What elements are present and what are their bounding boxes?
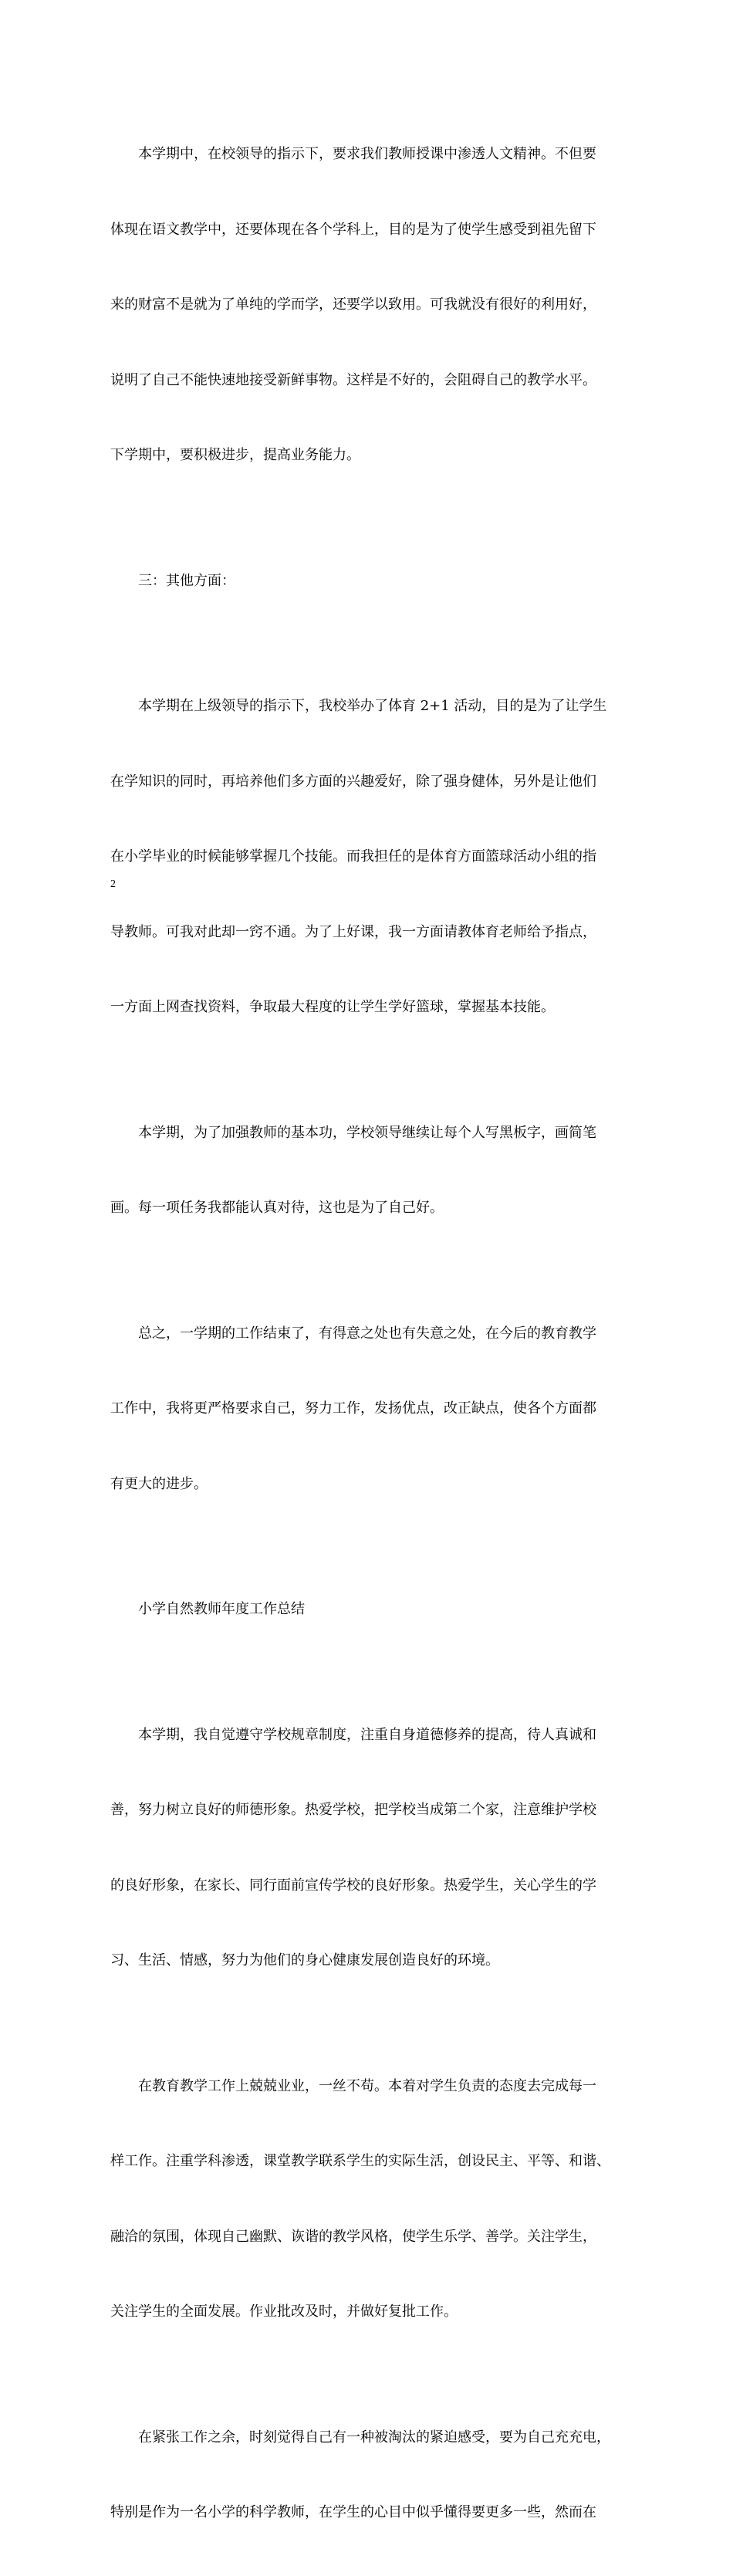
text-line: 工作中，我将更严格要求自己，努力工作，发扬优点，改正缺点，使各个方面都 — [110, 1400, 596, 1417]
text-line: 特别是作为一名小学的科学教师，在学生的心目中似乎懂得要更多一些，然而在 — [110, 2504, 596, 2520]
paragraph — [110, 2375, 626, 2576]
text-line: 导教师。可我对此却一窍不通。为了上好课，我一方面请教体育老师给予指点， — [110, 923, 596, 940]
paragraph — [110, 92, 626, 519]
text-line: 的良好形象，在家长、同行面前宣传学校的良好形象。热爱学生，关心学生的学 — [110, 1877, 596, 1894]
text-line: 说明了自己不能快速地接受新鲜事物。这样是不好的，会阻碍自己的教学水平。 — [110, 371, 596, 388]
paragraph — [110, 1673, 626, 2024]
text-line: 三：其他方面： — [138, 572, 235, 589]
text-line: 本学期中，在校领导的指示下，要求我们教师授课中渗透人文精神。不但要 — [138, 146, 596, 162]
text-line: 样工作。注重学科渗透，课堂教学联系学生的实际生活，创设民主、平等、和谐、 — [110, 2153, 610, 2169]
text-line: 在教育教学工作上兢兢业业，一丝不苟。本着对学生负责的态度去完成每一 — [138, 2077, 596, 2094]
text-line: 小学自然教师年度工作总结 — [138, 1601, 305, 1617]
document-body — [110, 92, 626, 2576]
text-line: 体现在语文教学中，还要体现在各个学科上，目的是为了使学生感受到祖先留下 — [110, 221, 596, 238]
section-title — [110, 1547, 626, 1673]
text-line: 来的财富不是就为了单纯的学而学，还要学以致用。可我就没有很好的利用好， — [110, 296, 596, 313]
text-line: 总之，一学期的工作结束了，有得意之处也有失意之处，在今后的教育教学 — [138, 1325, 596, 1342]
text-line: 本学期，我自觉遵守学校规章制度，注重自身道德修养的提高，待人真诚和 — [138, 1726, 596, 1743]
text-line: 本学期，为了加强教师的基本功，学校领导继续让每个人写黑板字，画简笔 — [138, 1124, 596, 1141]
paragraph — [110, 644, 626, 1071]
text-line: 在小学毕业的时候能够掌握几个技能。而我担任的是体育方面篮球活动小组的指 — [110, 848, 596, 865]
text-line: 在学知识的同时，再培养他们多方面的兴趣爱好，除了强身健体，另外是让他们 — [110, 773, 596, 790]
text-line: 画。每一项任务我都能认真对待，这也是为了自己好。 — [110, 1200, 444, 1216]
text-line: 关注学生的全面发展。作业批改及时，并做好复批工作。 — [110, 2304, 458, 2320]
text-line: 本学期在上级领导的指示下，我校举办了体育 2+1 活动，目的是为了让学生 — [138, 698, 607, 714]
text-line: 一方面上网查找资料，争取最大程度的让学生学好篮球，掌握基本技能。 — [110, 999, 555, 1015]
paragraph — [110, 1271, 626, 1548]
section-heading — [110, 519, 626, 645]
text-line: 有更大的进步。 — [110, 1475, 208, 1492]
text-line: 善，努力树立良好的师德形象。热爱学校，把学校当成第二个家，注意维护学校 — [110, 1802, 596, 1818]
text-line: 融洽的氛围，体现自己幽默、诙谐的教学风格，使学生乐学、善学。关注学生， — [110, 2228, 596, 2245]
text-line: 下学期中，要积极进步，提高业务能力。 — [110, 447, 360, 463]
paragraph — [110, 1071, 626, 1271]
page-number: 2 — [110, 878, 116, 890]
paragraph — [110, 2024, 626, 2375]
text-line: 在紧张工作之余，时刻觉得自己有一种被淘汰的紧迫感受，要为自己充充电， — [138, 2429, 610, 2446]
text-line: 习、生活、情感，努力为他们的身心健康发展创造良好的环境。 — [110, 1952, 499, 1968]
